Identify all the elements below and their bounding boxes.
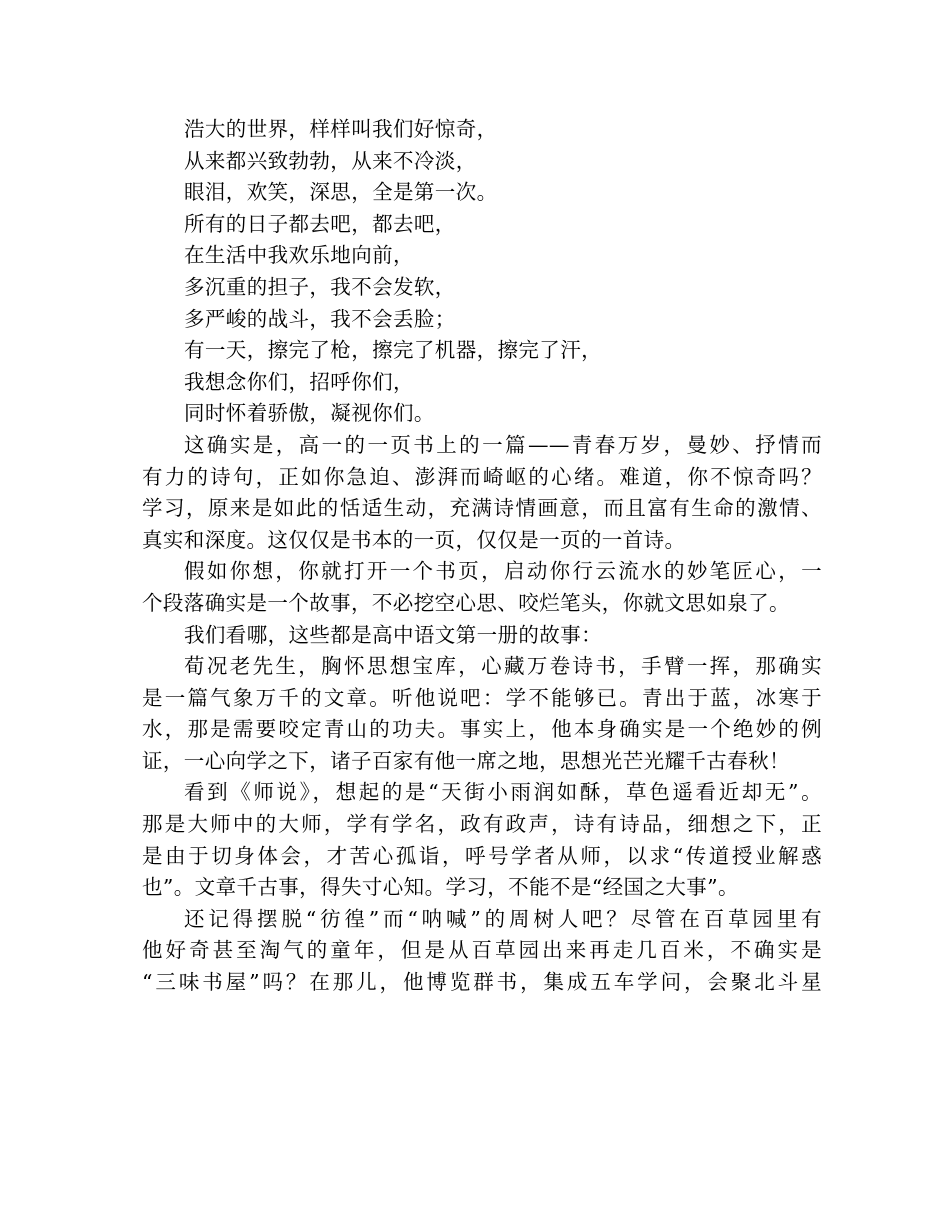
poem (142, 114, 822, 430)
poem-line: 多严峻的战斗，我不会丢脸； (184, 306, 456, 331)
paragraph-shishuo (142, 777, 822, 903)
paragraph-line: 他好奇甚至淘气的童年，但是从百草园出来再走几百米，不确实是 (142, 938, 822, 963)
paragraph-line: 荀况老先生，胸怀思想宝库，心藏万卷诗书，手臂一挥，那确实 (184, 654, 822, 679)
paragraph-line: 真实和深度。这仅仅是书本的一页，仅仅是一页的一首诗。 (142, 527, 686, 552)
paragraph-line: 是由于切身体会，才苦心孤诣，呼号学者从师，以求“传道授业解惑 (142, 843, 822, 868)
poem-line: 所有的日子都去吧，都去吧， (184, 211, 456, 236)
paragraph-xunkuang (142, 651, 822, 777)
document-body (142, 114, 822, 999)
paragraph-line: 这确实是，高一的一页书上的一篇——青春万岁，曼妙、抒情而 (184, 432, 822, 457)
paragraph-zhou-shuren (142, 904, 822, 999)
poem-line: 浩大的世界，样样叫我们好惊奇， (184, 117, 498, 141)
paragraph-line: 水，那是需要咬定青山的功夫。事实上，他本身确实是一个绝妙的例 (142, 717, 822, 742)
poem-line: 多沉重的担子，我不会发软， (184, 274, 456, 299)
paragraph-stories-intro (142, 620, 822, 652)
paragraph-line: 假如你想，你就打开一个书页，启动你行云流水的妙笔匠心，一 (184, 559, 822, 584)
paragraph-line: 也”。文章千古事，得失寸心知。学习，不能不是“经国之大事”。 (142, 875, 739, 900)
paragraph-line: 证，一心向学之下，诸子百家有他一席之地，思想光芒光耀千古春秋！ (142, 748, 790, 773)
poem-line: 有一天，擦完了枪，擦完了机器，擦完了汗， (184, 338, 602, 363)
paragraph-line: “三味书屋”吗？在那儿，他博览群书，集成五车学问，会聚北斗星 (142, 970, 822, 995)
paragraph-line: 是一篇气象万千的文章。听他说吧：学不能够已。青出于蓝，冰寒于 (142, 685, 822, 710)
poem-line: 眼泪，欢笑，深思，全是第一次。 (184, 180, 498, 205)
paragraph-line: 还记得摆脱“彷徨”而“呐喊”的周树人吧？尽管在百草园里有 (184, 906, 822, 931)
paragraph-youth-forever (142, 430, 822, 556)
poem-line: 同时怀着骄傲，凝视你们。 (184, 401, 435, 426)
poem-line: 从来都兴致勃勃，从来不冷淡， (184, 148, 477, 173)
paragraph-line: 个段落确实是一个故事，不必挖空心思、咬烂笔头，你就文思如泉了。 (142, 590, 790, 615)
paragraph-open-a-page (142, 556, 822, 619)
paragraph-line: 那是大师中的大师，学有学名，政有政声，诗有诗品，细想之下，正 (142, 812, 822, 837)
paragraph-line: 看到《师说》，想起的是“天街小雨润如酥，草色遥看近却无”。 (184, 780, 822, 805)
paragraph-line: 有力的诗句，正如你急迫、澎湃而崎岖的心绪。难道，你不惊奇吗？ (142, 464, 822, 489)
paragraph-line: 我们看哪，这些都是高中语文第一册的故事： (184, 622, 602, 647)
paragraph-line: 学习，原来是如此的恬适生动，充满诗情画意，而且富有生命的激情、 (142, 496, 822, 521)
poem-line: 我想念你们，招呼你们， (184, 369, 414, 394)
poem-line: 在生活中我欢乐地向前， (184, 243, 414, 268)
